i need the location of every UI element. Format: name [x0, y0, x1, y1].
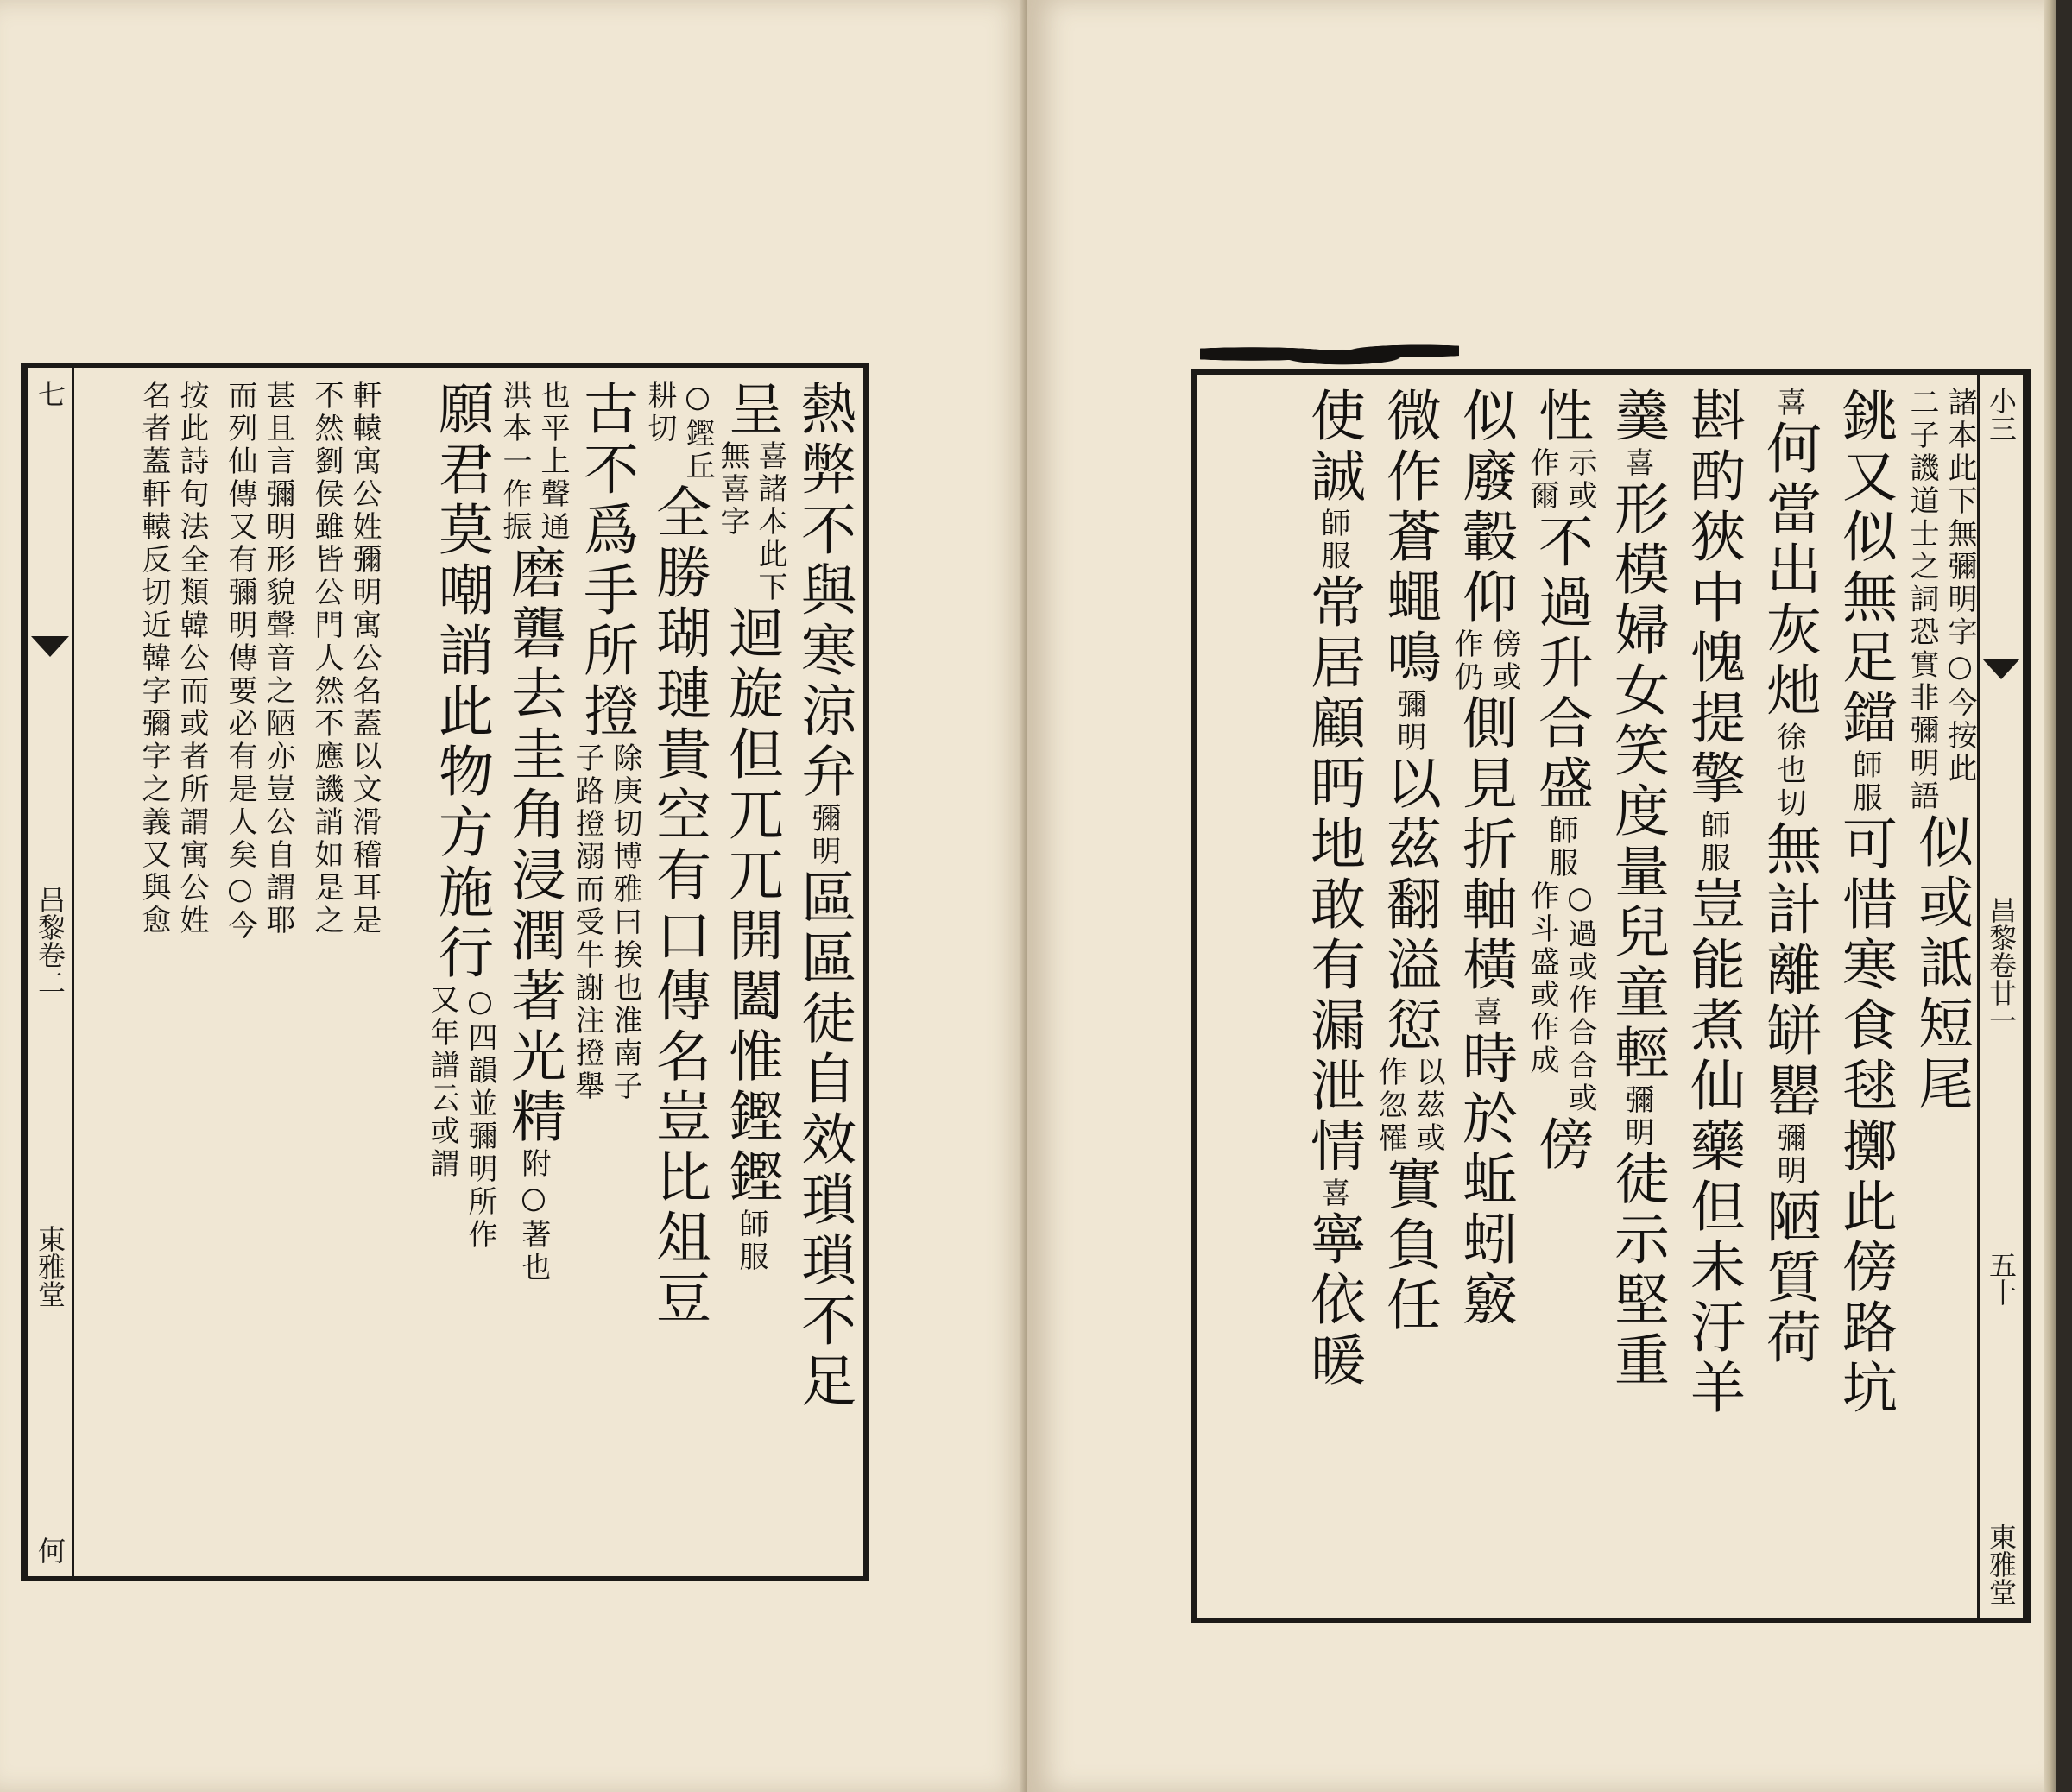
- main-text: 性: [1529, 387, 1593, 447]
- annotation: 師服: [734, 1208, 768, 1274]
- text-column: [1526, 387, 1595, 1606]
- main-text: 無計離缾罌: [1757, 820, 1821, 1122]
- annotation: 彌明: [1620, 1084, 1654, 1150]
- annotation-pair: [642, 380, 715, 483]
- annotation: 軒轅寓公姓彌明寓公名蓋以文滑稽耳是: [347, 380, 382, 937]
- main-text: 區區徒自效瑣瑣不足: [792, 868, 856, 1412]
- text-column: [1298, 387, 1368, 1606]
- annotation-pair: [497, 380, 570, 544]
- main-text: 陋質荷: [1757, 1188, 1821, 1369]
- left-page: [0, 0, 1027, 1792]
- text-column: [1906, 387, 1975, 1606]
- text-column: [717, 380, 786, 1564]
- annotation: 作仍: [1449, 628, 1483, 694]
- annotation: ○鏗丘: [680, 380, 715, 483]
- annotation-pair: [309, 380, 382, 937]
- main-text: 何當出灰灺: [1757, 420, 1821, 722]
- side-number: 五十: [1985, 1251, 2018, 1306]
- main-text: 使誠: [1301, 387, 1365, 508]
- annotation: 不然劉侯雖皆公門人然不應譏誚如是之: [309, 380, 344, 937]
- annotation: 彌明: [1392, 689, 1426, 754]
- main-text: 似或詆短尾: [1909, 813, 1973, 1115]
- main-text: 磨礱去圭角浸潤著光精: [502, 544, 565, 1148]
- annotation: 喜: [1316, 1177, 1350, 1210]
- block-centre-strip: [1977, 375, 2025, 1618]
- annotation: 二子譏道士之詞恐實非彌明語: [1905, 387, 1939, 813]
- annotation: 子路撜溺而受牛謝注撜舉: [570, 742, 604, 1103]
- text-column: [1830, 387, 1899, 1606]
- annotation-pair: [425, 984, 497, 1252]
- main-text: 形模婦女笑度量兒童輕: [1605, 480, 1669, 1084]
- volume-title: 昌黎卷廿一: [1985, 896, 2018, 1034]
- main-text: 可惜寒食毬擲此傍路坑: [1833, 815, 1897, 1419]
- annotation: 喜: [1468, 996, 1502, 1029]
- annotation: ○過或作合合或: [1563, 880, 1597, 1115]
- fish-tail-mark: [31, 636, 69, 657]
- main-text: 不過升合盛: [1529, 513, 1593, 815]
- fish-tail-mark: [1982, 659, 2020, 679]
- page-edge: [2044, 0, 2056, 1792]
- main-text: 徒示堅重: [1605, 1150, 1669, 1391]
- annotation: 以茲或: [1411, 1057, 1445, 1155]
- block-centre-strip: [26, 368, 74, 1576]
- text-column: [1450, 387, 1519, 1606]
- main-text: 常居顧眄地敢有漏泄情: [1301, 573, 1365, 1177]
- text-column: [1374, 387, 1443, 1606]
- annotation-pair: [136, 380, 209, 937]
- annotation: 徐也切: [1772, 722, 1806, 820]
- annotation: 喜諸本此下: [753, 440, 787, 604]
- left-text-frame: [21, 363, 869, 1581]
- main-text: 傍: [1529, 1115, 1593, 1176]
- annotation: 作斗盛或作成: [1525, 880, 1559, 1077]
- annotation: 喜: [1620, 447, 1654, 480]
- annotation: 無喜字: [715, 440, 749, 539]
- annotation: 師服: [1316, 508, 1350, 573]
- volume-title: 昌黎卷二: [34, 886, 66, 996]
- annotation: 彌明: [806, 803, 841, 868]
- main-text: 似廢轂仰: [1453, 387, 1517, 628]
- main-text: 寧依暖: [1301, 1210, 1365, 1391]
- folio-number: 七: [34, 380, 66, 407]
- annotation-pair: [1525, 880, 1597, 1115]
- main-text: 迴旋但兀兀開闔惟鏗鏗: [719, 604, 783, 1208]
- main-text: 時於蚯蚓竅: [1453, 1029, 1517, 1331]
- annotation: 又年譜云或謂: [425, 984, 459, 1181]
- annotation: ○四韻並彌明所作: [463, 984, 497, 1252]
- text-column: [311, 380, 380, 1564]
- text-column: [1678, 387, 1747, 1606]
- main-text: 全勝瑚璉貴空有口傳名豈比俎豆: [647, 483, 711, 1329]
- right-text-frame: [1191, 369, 2031, 1623]
- main-text: 銚又似無足鐺: [1833, 387, 1897, 749]
- annotation: 也平上聲通: [535, 380, 570, 544]
- annotation-pair: [1905, 387, 1977, 813]
- annotation: 而列仙傳又有彌明傳要必有是人矣○今: [223, 380, 257, 943]
- text-column: [572, 380, 641, 1564]
- main-text: 呈: [719, 380, 783, 440]
- text-column: [1754, 387, 1823, 1606]
- annotation: 喜: [1772, 387, 1806, 420]
- annotation-pair: [1525, 447, 1597, 513]
- annotation: 師服: [1848, 749, 1882, 815]
- text-column: [499, 380, 568, 1564]
- annotation: 作爾: [1525, 447, 1559, 513]
- publisher-name: 東雅堂: [1985, 1523, 2018, 1606]
- main-text: 願君莫嘲誚此物方施行: [429, 380, 493, 984]
- main-text: 微作蒼蠅鳴: [1377, 387, 1441, 689]
- text-column: [426, 380, 496, 1564]
- main-text: 羹: [1605, 387, 1669, 447]
- annotation: 傍或: [1487, 628, 1521, 694]
- annotation-pair: [1373, 1057, 1445, 1155]
- annotation: 師服: [1696, 810, 1730, 875]
- main-text: 以茲翻溢愆: [1377, 754, 1441, 1057]
- main-text: 古不爲手所撜: [574, 380, 638, 742]
- annotation: 名者蓋軒轅反切近韓字彌字之義又與愈: [136, 380, 171, 937]
- annotation-pair: [715, 440, 787, 604]
- annotation: 示或: [1563, 447, 1597, 513]
- text-column: [138, 380, 207, 1564]
- annotation: 師服: [1544, 815, 1578, 880]
- foot-mark: 何: [34, 1536, 66, 1564]
- annotation: 耕切: [642, 380, 677, 445]
- annotation: 附○著也: [516, 1148, 551, 1284]
- annotation: 作忽罹: [1373, 1057, 1407, 1155]
- main-text: 側見折軸橫: [1453, 694, 1517, 996]
- main-text: 實負任: [1377, 1155, 1441, 1336]
- text-column: [644, 380, 713, 1564]
- text-column: [789, 380, 858, 1564]
- main-text: 豈能煮仙藥但未汙羊: [1681, 875, 1745, 1419]
- right-page: [1027, 0, 2048, 1792]
- annotation-pair: [223, 380, 295, 943]
- text-column: [1602, 387, 1671, 1606]
- main-text: 熱弊不與寒涼弁: [792, 380, 856, 803]
- annotation: 諸本此下無彌明字○今按此: [1942, 387, 1977, 786]
- annotation: 按此詩句法全類韓公而或者所謂寓公姓: [174, 380, 209, 937]
- annotation-pair: [570, 742, 642, 1103]
- annotation: 除庚切博雅曰挨也淮南子: [608, 742, 642, 1103]
- text-column: [224, 380, 294, 1564]
- annotation-pair: [1449, 628, 1521, 694]
- main-text: 斟酌狹中愧提擎: [1681, 387, 1745, 810]
- publisher-name: 東雅堂: [34, 1225, 66, 1308]
- annotation: 洪本一作振: [497, 380, 532, 544]
- folio-number: 小三: [1985, 387, 2018, 442]
- annotation: 甚且言彌明形貌聲音之陋亦豈公自謂耶: [261, 380, 295, 937]
- ink-blot: [1200, 338, 1459, 369]
- annotation: 彌明: [1772, 1122, 1806, 1188]
